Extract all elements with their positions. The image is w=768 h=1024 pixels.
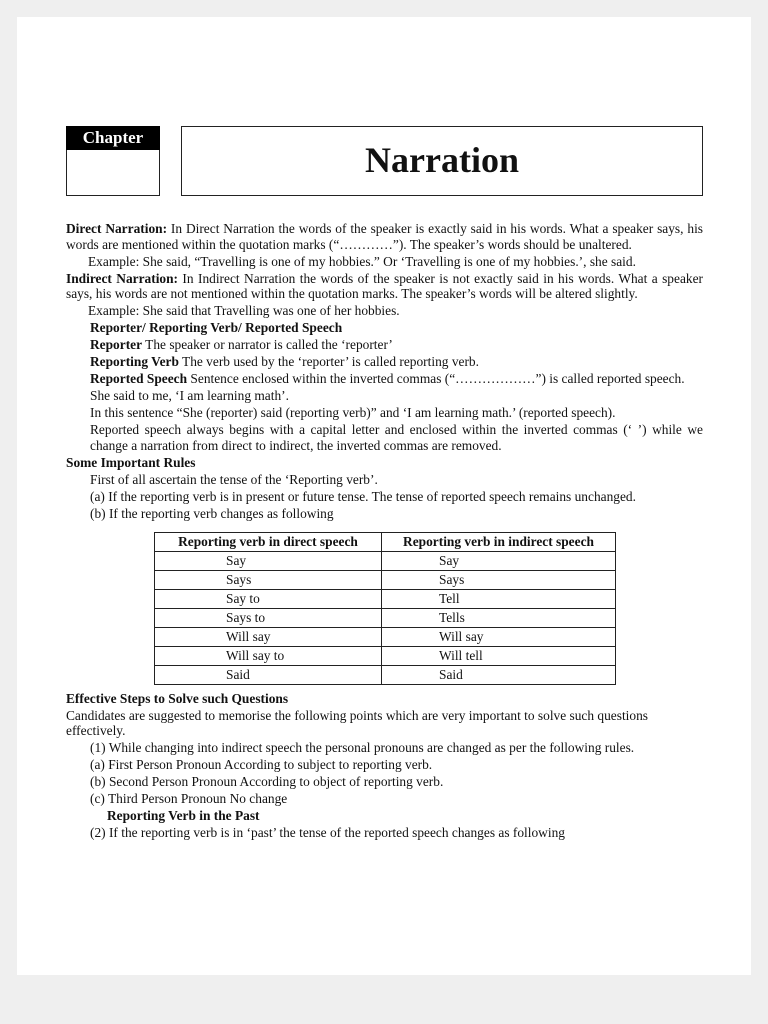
paragraph bbox=[66, 774, 703, 790]
paragraph-text: (2) If the reporting verb is in ‘past’ the tense of the reported speech changes as following bbox=[90, 825, 565, 841]
paragraph-text: (1) While changing into indirect speech the personal pronouns are changed as per the following rules. bbox=[90, 740, 635, 756]
paragraph-text: Example: She said that Travelling was one of her hobbies. bbox=[88, 303, 400, 319]
chapter-label: Chapter bbox=[66, 126, 160, 150]
paragraph-lead: Reporting Verb bbox=[90, 354, 179, 370]
paragraph-text: (a) If the reporting verb is in present or future tense. The tense of reported speech remains unchanged. bbox=[90, 489, 636, 505]
paragraph bbox=[66, 405, 703, 421]
paragraph bbox=[66, 808, 703, 824]
paragraph bbox=[66, 422, 703, 453]
direct-verb-cell: Says to bbox=[155, 608, 382, 627]
indirect-verb-cell: Said bbox=[382, 665, 616, 684]
page-title: Narration bbox=[365, 140, 519, 180]
table-row bbox=[155, 608, 616, 627]
paragraph bbox=[66, 254, 703, 270]
paragraph-lead: Reporting Verb in the Past bbox=[107, 808, 260, 824]
paragraph-text: The verb used by the ‘reporter’ is called reporting verb. bbox=[178, 354, 479, 370]
direct-verb-cell: Will say to bbox=[155, 646, 382, 665]
direct-verb-cell: Say to bbox=[155, 589, 382, 608]
paragraph-text: Example: She said, “Travelling is one of my hobbies.” Or ‘Travelling is one of my hobbies.’, she said. bbox=[88, 253, 636, 269]
indirect-verb-cell: Tells bbox=[382, 608, 616, 627]
table-row bbox=[155, 646, 616, 665]
paragraph bbox=[66, 691, 703, 707]
paragraph-text: (b) If the reporting verb changes as following bbox=[90, 506, 334, 522]
paragraph bbox=[66, 825, 703, 841]
paragraph bbox=[66, 506, 703, 522]
paragraph bbox=[66, 757, 703, 773]
paragraph-text: The speaker or narrator is called the ‘reporter’ bbox=[142, 337, 393, 353]
table-row bbox=[155, 627, 616, 646]
paragraph bbox=[66, 303, 703, 319]
paragraph bbox=[66, 354, 703, 370]
paragraph-text: First of all ascertain the tense of the ‘Reporting verb’. bbox=[90, 472, 378, 488]
paragraph bbox=[66, 337, 703, 353]
table-row bbox=[155, 570, 616, 589]
table-row bbox=[155, 589, 616, 608]
table-row bbox=[155, 551, 616, 570]
paragraph bbox=[66, 371, 703, 387]
paragraph bbox=[66, 791, 703, 807]
paragraph bbox=[66, 388, 703, 404]
paragraph-text: In Indirect Narration the words of the speaker is not exactly said in his words. What a speaker says, his words are not mentioned within the quotation marks. The speaker’s words will be altered slightly. bbox=[66, 270, 703, 302]
table-header-indirect: Reporting verb in indirect speech bbox=[382, 532, 616, 551]
paragraph-text: She said to me, ‘I am learning math’. bbox=[90, 388, 289, 404]
table-header-row bbox=[155, 532, 616, 551]
paragraph bbox=[66, 489, 703, 505]
paragraph bbox=[66, 740, 703, 756]
table-header-direct: Reporting verb in direct speech bbox=[155, 532, 382, 551]
paragraph-text: (a) First Person Pronoun According to subject to reporting verb. bbox=[90, 757, 433, 773]
paragraph-lead: Reported Speech bbox=[90, 371, 188, 387]
paragraph bbox=[66, 221, 703, 252]
paragraph-lead: Reporter/ Reporting Verb/ Reported Speech bbox=[90, 320, 343, 336]
paragraph bbox=[66, 472, 703, 488]
paragraph bbox=[66, 708, 703, 739]
paragraph-text: Sentence enclosed within the inverted commas (“………………”) is called reported speech. bbox=[187, 371, 685, 387]
indirect-verb-cell: Will tell bbox=[382, 646, 616, 665]
paragraph-text: (b) Second Person Pronoun According to object of reporting verb. bbox=[90, 774, 444, 790]
title-box bbox=[181, 126, 703, 196]
direct-verb-cell: Said bbox=[155, 665, 382, 684]
chapter-box bbox=[66, 126, 160, 196]
direct-verb-cell: Say bbox=[155, 551, 382, 570]
paragraph-lead: Effective Steps to Solve such Questions bbox=[66, 690, 289, 706]
paragraph-text: Reported speech always begins with a capital letter and enclosed within the inverted commas (‘ ’) while we change a narration from direct to indirect, the inverted commas are removed. bbox=[90, 422, 703, 453]
reporting-verb-table bbox=[154, 532, 616, 685]
document-body bbox=[66, 221, 703, 842]
paragraph bbox=[66, 271, 703, 302]
paragraph-text: In Direct Narration the words of the speaker is exactly said in his words. What a speaker says, his words are mentioned within the quotation marks (“…………”). The speaker’s words should be unaltered. bbox=[66, 221, 703, 252]
steps-section bbox=[66, 691, 703, 841]
direct-verb-cell: Says bbox=[155, 570, 382, 589]
indirect-verb-cell: Will say bbox=[382, 627, 616, 646]
table-body bbox=[155, 551, 616, 684]
paragraph-lead: Direct Narration: bbox=[66, 221, 168, 236]
paragraph bbox=[66, 320, 703, 336]
paragraph-text: (c) Third Person Pronoun No change bbox=[90, 791, 288, 807]
direct-verb-cell: Will say bbox=[155, 627, 382, 646]
paragraph-lead: Reporter bbox=[90, 337, 143, 353]
intro-section bbox=[66, 221, 703, 522]
paragraph-text: In this sentence “She (reporter) said (reporting verb)” and ‘I am learning math.’ (reported speech). bbox=[90, 405, 616, 421]
indirect-verb-cell: Says bbox=[382, 570, 616, 589]
indirect-verb-cell: Say bbox=[382, 551, 616, 570]
indirect-verb-cell: Tell bbox=[382, 589, 616, 608]
table-row bbox=[155, 665, 616, 684]
paragraph bbox=[66, 455, 703, 471]
paragraph-lead: Some Important Rules bbox=[66, 455, 196, 471]
paragraph-text: Candidates are suggested to memorise the following points which are very important to solve such questions effectively. bbox=[66, 707, 649, 739]
paragraph-lead: Indirect Narration: bbox=[66, 270, 179, 286]
